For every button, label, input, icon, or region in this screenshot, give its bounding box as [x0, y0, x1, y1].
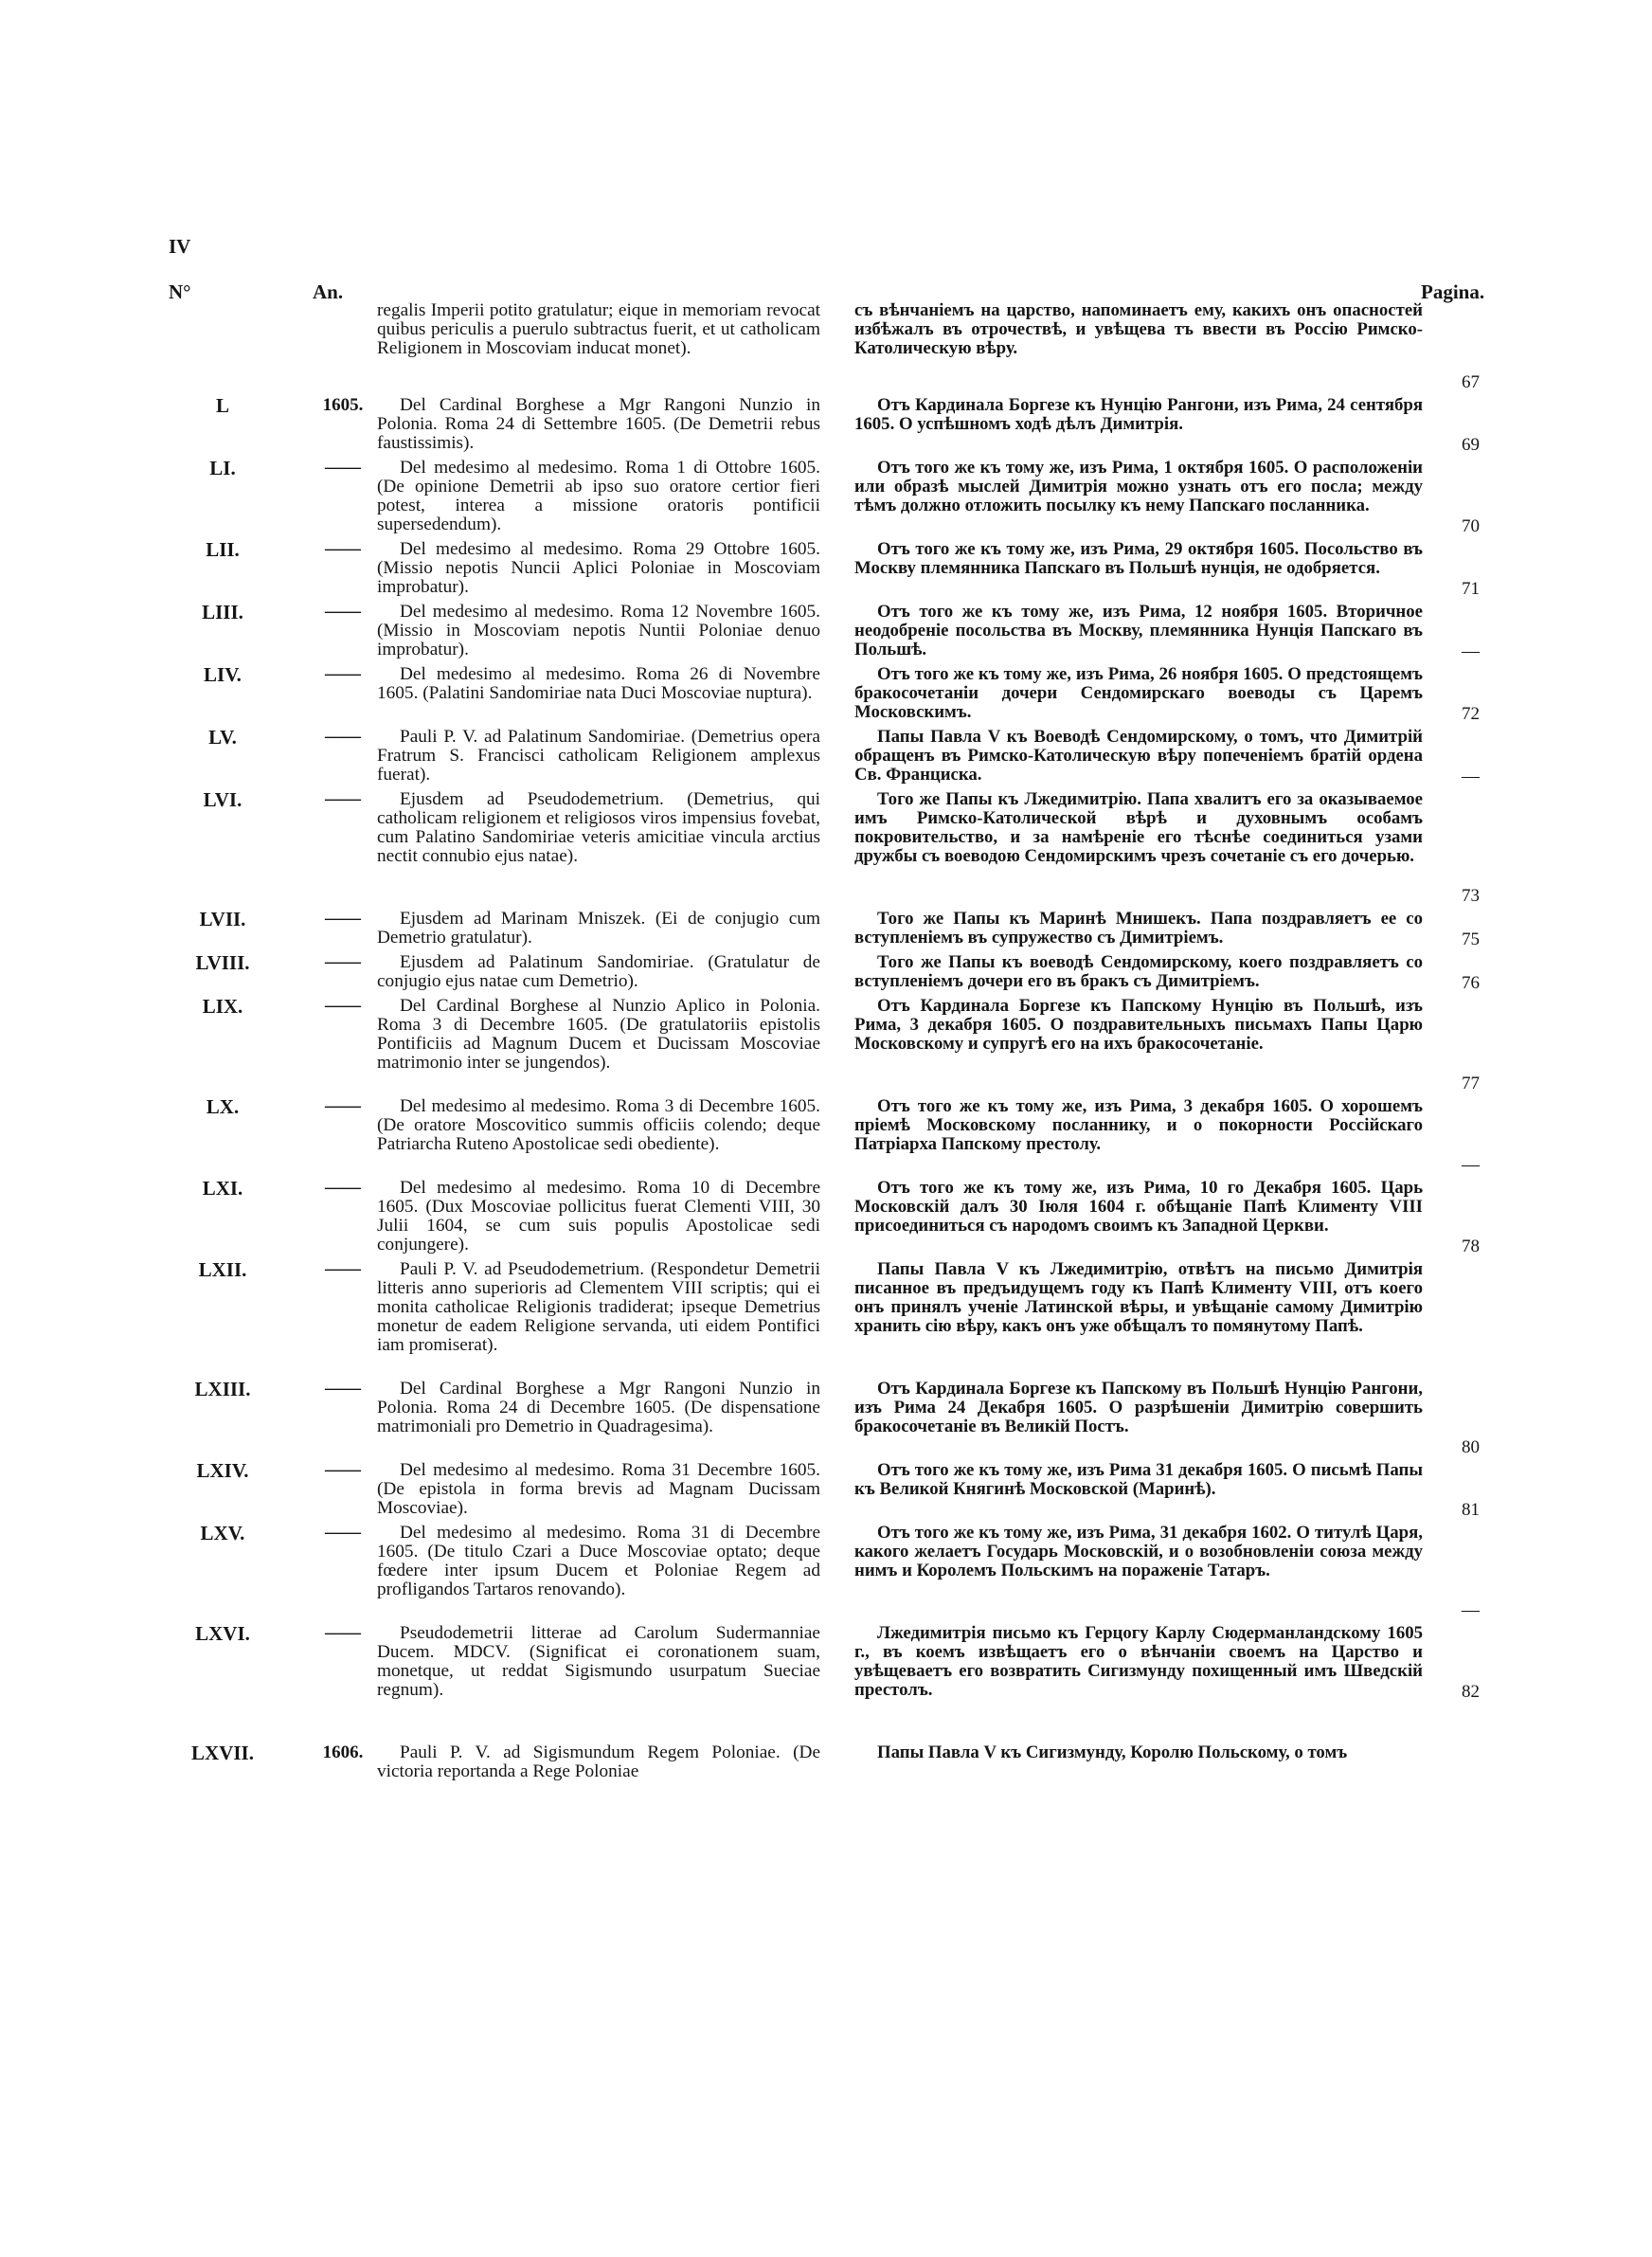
entry-year: —— [325, 1623, 361, 1643]
entry-number: L [215, 394, 229, 417]
entry-number: LXI. [202, 1177, 243, 1200]
entry-russian-text: Отъ Кардинала Боргезе къ Нунцію Рангони, изъ Рима, 24 сентября 1605. О успѣшномъ ходѣ дѣлъ Димитрія. [854, 395, 1423, 434]
entry-russian-text: Отъ Кардинала Боргезе къ Папскому въ Польшѣ Нунцію Рангони, изъ Рима 24 Декабря 1605. О разрѣшеніи Димитрію совершить бракосочетаніе въ Великій Постъ. [854, 1379, 1423, 1436]
entry-page-ref: — [1462, 1155, 1480, 1175]
entry-year: —— [325, 789, 361, 809]
entry-latin-text: regalis Imperii potito gratulatur; eique in memoriam revocat quibus periculis a puerulo subtractus fuerit, et ut catholicam Religionem in Moscoviam inducat monet). [377, 300, 820, 358]
entry-latin-text: Pauli P. V. ad Palatinum Sandomiriae. (Demetrius opera Fratrum S. Francisci catholicam Religionem amplexus fuerat). [377, 727, 820, 785]
entry-year: —— [325, 727, 361, 747]
entry-latin-text: Del Cardinal Borghese a Mgr Rangoni Nunzio in Polonia. Roma 24 di Decembre 1605. (De dispensatione matrimoniali pro Demetrio in Quadragesima). [377, 1379, 820, 1436]
header-number-column: N° [169, 280, 191, 303]
entry-latin-text: Del medesimo al medesimo. Roma 3 di Decembre 1605. (De oratore Moscovitico summis officiis colendo; deque Patriarcha Ruteno Apostolicae sedi obediente). [377, 1096, 820, 1154]
entry-latin-text: Ejusdem ad Pseudodemetrium. (Demetrius, qui catholicam religionem et religiosos viros impensius fovebat, cum Palatino Sandomiriae veteris amicitiae vincula arctius nectit connubio ejus natae). [377, 789, 820, 866]
entry-year: —— [325, 952, 361, 972]
entry-year: —— [325, 539, 361, 559]
entry-number: LII. [206, 538, 240, 561]
entry-number: LIV. [204, 663, 242, 686]
entry-number: LVI. [203, 788, 242, 811]
entry-russian-text: Отъ того же къ тому же, изъ Рима, 29 октября 1605. Посольство въ Москву племянника Папскаго въ Польшѣ нунція, не одобряется. [854, 539, 1423, 578]
entry-year: —— [325, 602, 361, 622]
entry-year: —— [325, 996, 361, 1016]
entry-russian-text: Того же Папы къ Маринѣ Мнишекъ. Папа поздравляетъ ее со вступленіемъ въ супружество съ Димитріемъ. [854, 909, 1423, 948]
entry-latin-text: Del medesimo al medesimo. Roma 31 Decembre 1605. (De epistola in forma brevis ad Magnam Ducissam Moscoviae). [377, 1460, 820, 1518]
entry-year: —— [325, 664, 361, 684]
entry-page-ref: 80 [1462, 1437, 1480, 1457]
entry-latin-text: Pauli P. V. ad Pseudodemetrium. (Respondetur Demetrii litteris anno superioris ad Clementem VIII scriptis; qui ei monita catholicae Religionis tradiderat; ipseque Demetrius monetur de eadem Religione servanda, uti eidem Pontifici iam promiserat). [377, 1259, 820, 1355]
entry-number: LVII. [199, 908, 246, 930]
entry-page-ref: 82 [1462, 1682, 1480, 1702]
entry-year: —— [325, 1096, 361, 1116]
entry-page-ref: — [1462, 1600, 1480, 1620]
entry-russian-text: Отъ того же къ тому же, изъ Рима, 31 декабря 1602. О титулѣ Царя, какого желаетъ Государь Московскій, и о возобновленіи союза между нимъ и Королемъ Польскимъ на пораженіе Татаръ. [854, 1523, 1423, 1580]
entry-page-ref: — [1462, 641, 1480, 661]
entry-page-ref: 75 [1462, 930, 1480, 949]
entry-number: LX. [206, 1095, 240, 1118]
header-year-column: An. [313, 280, 344, 303]
entry-russian-text: Отъ того же къ тому же, изъ Рима, 12 ноября 1605. Вторичное неодобреніе посольства въ Москву, племянника Нунція Папскаго въ Польшѣ. [854, 602, 1423, 659]
entry-russian-text: Отъ того же къ тому же, изъ Рима, 3 декабря 1605. О хорошемъ пріемѣ Московскому посланнику, и о покорности Россійскаго Патріарха Папскому престолу. [854, 1096, 1423, 1154]
entry-russian-text: Папы Павла V къ Сигизмунду, Королю Польскому, о томъ [877, 1742, 1348, 1762]
entry-year: 1605. [322, 395, 364, 415]
entry-year: —— [325, 1178, 361, 1198]
entry-russian-text: Того же Папы къ воеводѣ Сендомирскому, коего поздравляетъ со вступленіемъ дочери его въ бракъ съ Димитріемъ. [854, 952, 1423, 991]
entry-number: LIX. [202, 995, 243, 1018]
entry-page-ref: 70 [1462, 516, 1480, 536]
entry-year: —— [325, 1523, 361, 1543]
entry-year: 1606. [322, 1742, 364, 1762]
entry-russian-text: Отъ того же къ тому же, изъ Рима, 1 октября 1605. О расположеніи или образѣ мыслей Димитрія можно узнать отъ его посла; между тѣмъ должно отложить посылку къ нему Папскаго посланника. [854, 458, 1423, 515]
header-page-column: Pagina. [1421, 280, 1485, 303]
entry-number: LVIII. [195, 951, 250, 974]
entry-year: —— [325, 1379, 361, 1399]
entry-year: —— [325, 1259, 361, 1279]
entry-number: LXII. [198, 1258, 247, 1281]
entry-latin-text: Del medesimo al medesimo. Roma 26 di Novembre 1605. (Palatini Sandomiriae nata Duci Moscoviae nuptura). [377, 664, 820, 703]
entry-number: LXVI. [195, 1622, 250, 1645]
entry-page-ref: 78 [1462, 1237, 1480, 1256]
entry-number: LV. [208, 726, 237, 749]
entry-number: LXVII. [191, 1742, 254, 1764]
entry-page-ref: 77 [1462, 1074, 1480, 1093]
entry-page-ref: 72 [1462, 704, 1480, 724]
entry-latin-text: Del Cardinal Borghese a Mgr Rangoni Nunzio in Polonia. Roma 24 di Settembre 1605. (De Demetrii rebus faustissimis). [377, 395, 820, 453]
entry-russian-text: Отъ Кардинала Боргезе къ Папскому Нунцію въ Польшѣ, изъ Рима, 3 декабря 1605. О поздравительныхъ письмахъ Папы Царю Московскому и супругѣ его на ихъ бракосочетаніе. [854, 996, 1423, 1054]
entry-year: —— [325, 1460, 361, 1480]
entry-year: —— [325, 909, 361, 929]
entry-number: LXV. [200, 1522, 245, 1544]
entry-latin-text: Pseudodemetrii litterae ad Carolum Sudermanniae Ducem. MDCV. (Significat ei coronationem suam, monetque, ut reddat Sigismundo usurpatum Sueciae regnum). [377, 1623, 820, 1700]
entry-page-ref: 71 [1462, 579, 1480, 599]
entry-latin-text: Del medesimo al medesimo. Roma 10 di Decembre 1605. (Dux Moscoviae pollicitus fuerat Clementi VIII, 30 Julii 1604, se cum suis populis Apostolicae sedi conjungere). [377, 1178, 820, 1255]
entry-russian-text: Папы Павла V къ Воеводѣ Сендомирскому, о томъ, что Димитрій обращенъ въ Римско-Католическую вѣру попеченіемъ братій ордена Св. Франциска. [854, 727, 1423, 785]
entry-latin-text: Del medesimo al medesimo. Roma 12 Novembre 1605. (Missio in Moscoviam nepotis Nuntii Poloniae denuo improbatur). [377, 602, 820, 659]
entry-number: LI. [209, 457, 236, 479]
entry-russian-text: Отъ того же къ тому же, изъ Рима 31 декабря 1605. О письмѣ Папы къ Великой Княгинѣ Московской (Маринѣ). [854, 1460, 1423, 1499]
entry-russian-text: Того же Папы къ Лжедимитрію. Папа хвалитъ его за оказываемое имъ Римско-Католической вѣрѣ и духовнымъ особамъ покровительство, и за намѣреніе его тѣснѣе соединиться узами дружбы съ воеводою Сендомирскимъ чрезъ сочетаніе съ его дочерью. [854, 789, 1423, 866]
entry-russian-text: Лжедимитрія письмо къ Герцогу Карлу Сюдерманландскому 1605 г., въ коемъ извѣщаетъ его о вѣнчаніи своемъ на Царство и увѣщеваетъ его возвратить Сигизмунду похищенный имъ Шведскій престолъ. [854, 1623, 1423, 1700]
entry-latin-text: Ejusdem ad Marinam Mniszek. (Ei de conjugio cum Demetrio gratulatur). [377, 909, 820, 948]
page-number: IV [169, 235, 191, 258]
entry-number: LIII. [202, 601, 243, 623]
entry-page-ref: — [1462, 767, 1480, 786]
entry-page-ref: 81 [1462, 1500, 1480, 1520]
entry-number: LXIV. [196, 1459, 249, 1482]
entry-latin-text: Del medesimo al medesimo. Roma 1 di Ottobre 1605. (De opinione Demetrii ab ipso suo oratore certior fieri potest, interea a missione oratoris pontificii supersedendum). [377, 458, 820, 534]
entry-russian-text: Отъ того же къ тому же, изъ Рима, 10 го Декабря 1605. Царь Московскій далъ 30 Іюля 1604 г. обѣщаніе Папѣ Клименту VIII присоединиться съ народомъ своимъ къ Западной Церкви. [854, 1178, 1423, 1236]
entry-russian-text: Папы Павла V къ Лжедимитрію, отвѣтъ на письмо Димитрія писанное въ предъидущемъ году къ Папѣ Клименту VIII, отъ коего онъ принялъ ученіе Латинской вѣры, и увѣщаніе самому Димитрію хранить сію вѣру, какъ онъ уже обѣщалъ то помянутому Папѣ. [854, 1259, 1423, 1336]
entry-latin-text: Ejusdem ad Palatinum Sandomiriae. (Gratulatur de conjugio ejus natae cum Demetrio). [377, 952, 820, 991]
entry-page-ref: 73 [1462, 886, 1480, 906]
entry-page-ref: 69 [1462, 435, 1480, 455]
entry-year: —— [325, 458, 361, 478]
entry-latin-text: Pauli P. V. ad Sigismundum Regem Poloniae. (De victoria reportanda a Rege Poloniae [377, 1742, 820, 1781]
entry-latin-text: Del medesimo al medesimo. Roma 29 Ottobre 1605. (Missio nepotis Nuncii Aplici Poloniae in Moscoviam improbatur). [377, 539, 820, 597]
entry-russian-text: съ вѣнчаніемъ на царство, напоминаетъ ему, какихъ онъ опасностей избѣжалъ въ отрочествѣ, и увѣщева тъ ввести въ Россію Римско-Католическую вѣру. [854, 300, 1423, 358]
entry-number: LXIII. [194, 1378, 251, 1400]
entry-page-ref: 76 [1462, 973, 1480, 993]
entry-russian-text: Отъ того же къ тому же, изъ Рима, 26 ноября 1605. О предстоящемъ бракосочетаніи дочери Сендомирскаго воеводы съ Царемъ Московскимъ. [854, 664, 1423, 722]
entry-latin-text: Del Cardinal Borghese al Nunzio Aplico in Polonia. Roma 3 di Decembre 1605. (De gratulatoriis epistolis Pontificiis ad Magnum Ducem et Ducissam Moscoviae matrimonio inter se jungendos). [377, 996, 820, 1073]
entry-latin-text: Del medesimo al medesimo. Roma 31 di Decembre 1605. (De titulo Czari a Duce Moscoviae optato; deque fœdere inter ipsum Ducem et Poloniae Regem ad profligandos Tartaros renovando). [377, 1523, 820, 1599]
entry-page-ref: 67 [1462, 372, 1480, 392]
